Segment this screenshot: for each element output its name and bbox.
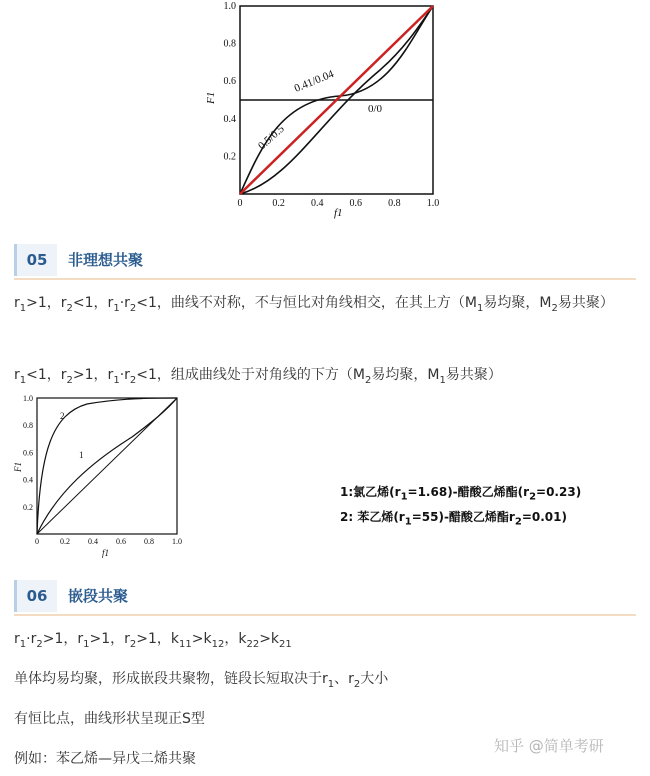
x-tick-label: 0.8 [388,198,401,209]
section-header-06 [14,578,636,616]
figure-copolymer-curves-2 [12,392,187,560]
label-0-0: 0/0 [368,103,383,115]
x-tick-label: 0.2 [60,537,70,546]
y-tick-labels [224,1,237,162]
x-tick-label: 0.6 [116,537,126,546]
paragraph-lower-curve: $r_1<1$，$r_2>1$，$r_1\cdot r_2<1$，组成曲线处于对角线的下方（$M_2$易均聚，$M_1$易共聚） [14,367,502,386]
paragraph-upper-curve: $r_1>1$，$r_2<1$，$r_1\cdot r_2<1$，曲线不对称，不与恒比对角线相交，在其上方（$M_1$易均聚，$M_2$易共聚） [14,295,614,314]
y-tick-label: 0.6 [23,448,33,458]
paragraph-example: 例如：苯乙烯—异戊二烯共聚 [14,751,196,767]
section-title: 非理想共聚 [68,251,144,269]
paragraph-block-conditions: $r_1\cdot r_2>1$，$r_1>1$，$r_2>1$，$k_{11}>k_{12}$，$k_{22}>k_{21}$ [14,631,292,650]
figure-copolymer-curves-1 [200,0,450,220]
y-axis-label: F1 [13,462,23,472]
label-0-41-0-04: 0.41/0.04 [292,68,336,95]
x-tick-label: 0.8 [144,537,154,546]
y-tick-label: 0.4 [23,475,33,485]
section-title: 嵌段共聚 [68,587,129,605]
x-tick-label: 1.0 [172,537,182,546]
y-axis-label: F1 [205,91,217,104]
x-tick-label: 0.4 [310,198,324,209]
y-tick-label: 0.6 [223,76,236,88]
x-tick-label: 0.2 [272,198,285,209]
section-header-05 [14,242,636,280]
y-tick-label: 0.4 [223,113,236,125]
x-tick-label: 0.4 [88,537,98,546]
x-tick-label: 0.6 [349,198,363,209]
paragraph-s-curve: 有恒比点，曲线形状呈现正S型 [14,711,205,727]
y-tick-label: 0.2 [223,151,236,163]
section-number: 05 [17,244,57,276]
x-axis-label: f1 [334,207,343,219]
section-number: 06 [17,580,57,612]
watermark: 知乎 @简单考研 [494,737,604,755]
y-tick-label: 0.8 [223,38,236,50]
paragraph-block-description: 单体均易均聚，形成嵌段共聚物，链段长短取决于$r_1$、$r_2$大小 [14,671,389,690]
legend-line-2: 2: 苯乙烯$(r_1=55)-$醋酸乙烯酯$r_2=0.01$) [340,510,567,528]
label-0-5-0-5: 0.5/0.5 [255,122,287,153]
y-tick-label: 0.2 [23,502,33,512]
label-curve-1: 1 [79,450,84,460]
x-tick-label: 0 [35,537,39,546]
x-tick-label: 0 [237,198,243,209]
x-tick-label: 1.0 [426,198,440,209]
y-tick-label: 1.0 [223,1,236,12]
x-axis-label: f1 [102,548,110,558]
y-tick-label: 0.8 [23,421,33,431]
legend-line-1: 1:氯乙烯$(r_1=1.68)-$醋酸乙烯酯$(r_2=0.23)$ [340,485,582,503]
y-tick-label: 1.0 [23,394,33,403]
x-tick-labels [35,537,182,546]
y-tick-labels [23,394,33,512]
label-curve-2: 2 [60,411,65,421]
